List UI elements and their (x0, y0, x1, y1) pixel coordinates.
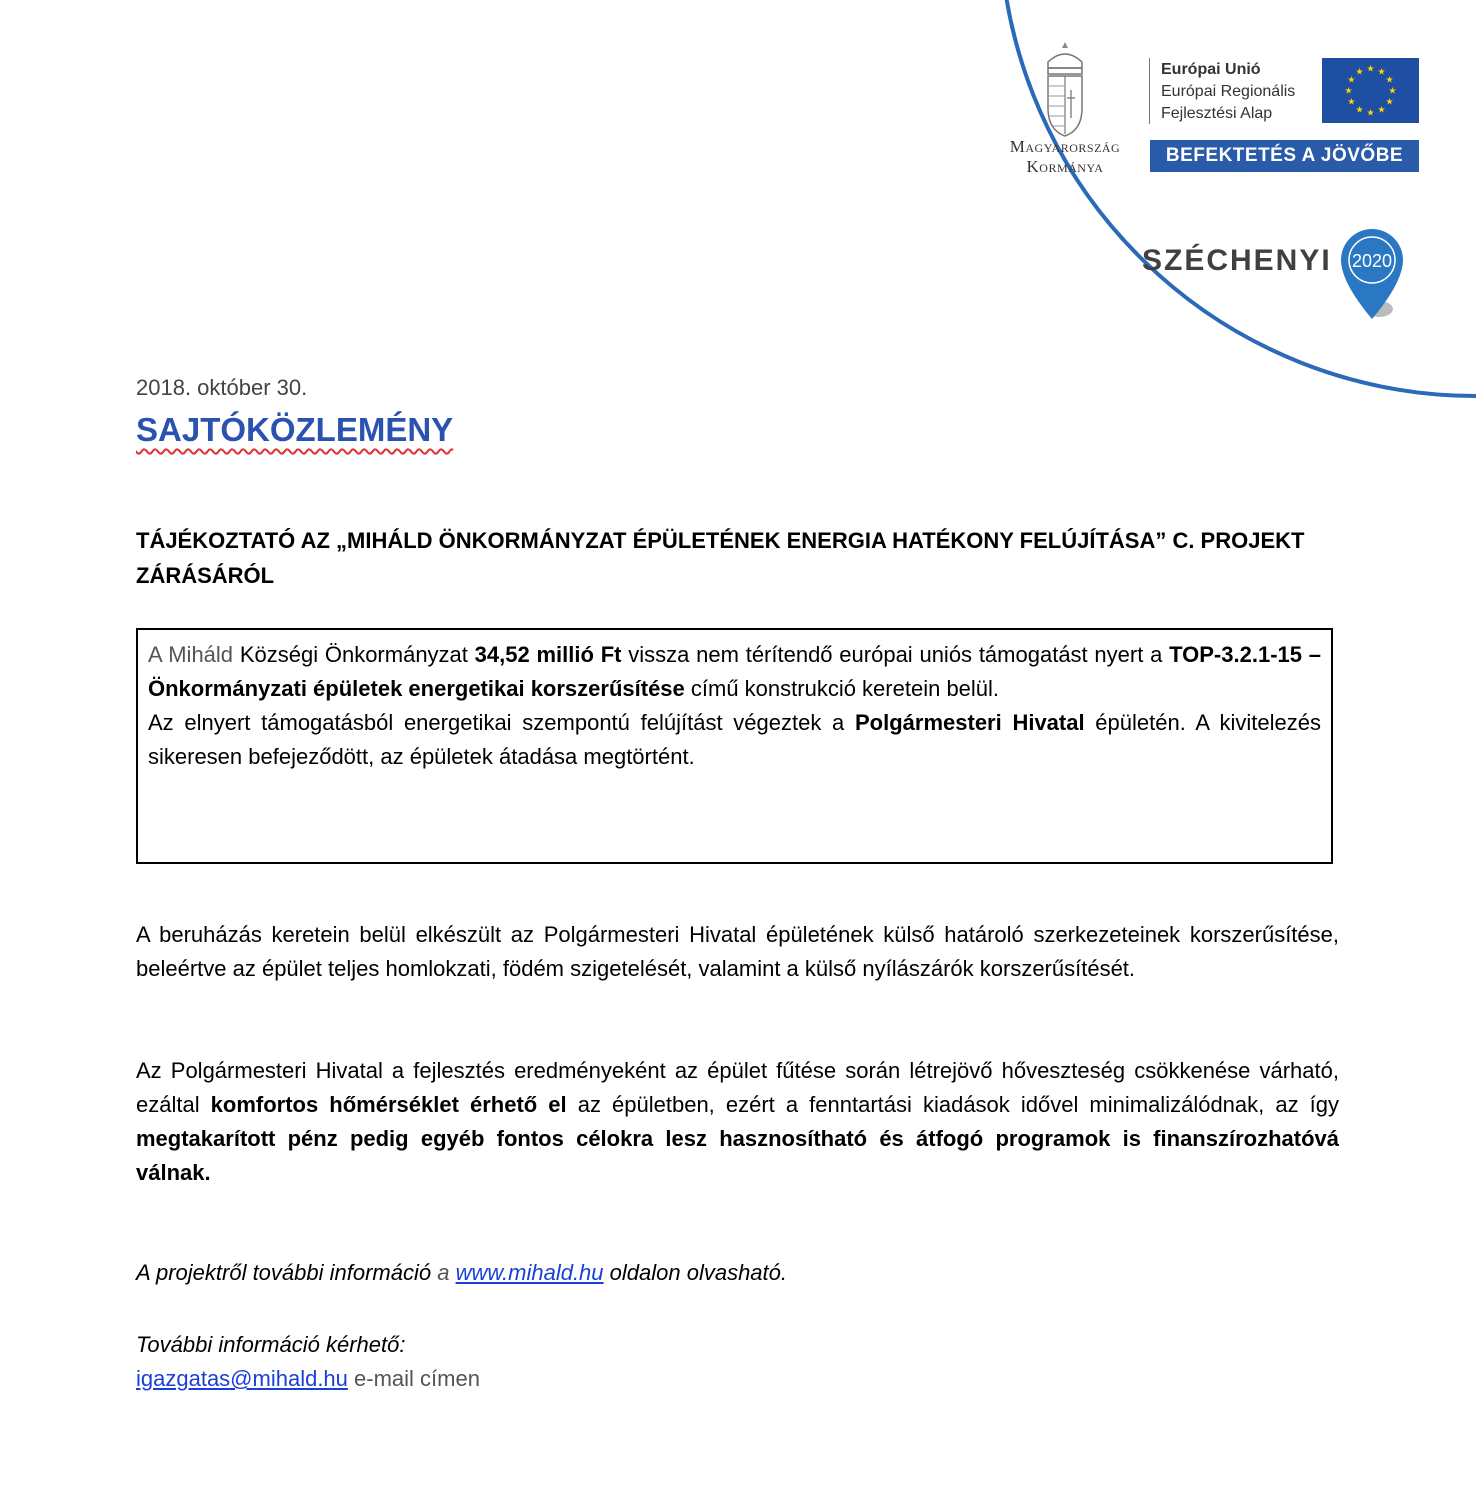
gov-line1: Magyarország (1009, 137, 1121, 156)
eu-star: ★ (1366, 107, 1375, 118)
logo-divider (1149, 58, 1150, 124)
paragraph-results (136, 1054, 1339, 1190)
eu-star: ★ (1355, 66, 1364, 77)
eu-star: ★ (1347, 96, 1356, 107)
info-s3: oldalon olvasható. (603, 1260, 787, 1285)
szechenyi-logo-text: SZÉCHENYI (1142, 244, 1332, 277)
summary-s2: Községi Önkormányzat (233, 642, 475, 667)
info-s1: A projektről további információ (136, 1260, 432, 1285)
email-link[interactable]: igazgatas@mihald.hu (136, 1366, 348, 1391)
summary-box (136, 628, 1333, 864)
eu-logo-text (1161, 59, 1295, 125)
release-heading: TÁJÉKOZTATÓ AZ „MIHÁLD ÖNKORMÁNYZAT ÉPÜLETÉNEK ENERGIA HATÉKONY FELÚJÍTÁSA” C. PROJEKT ZÁRÁSÁRÓL (136, 528, 1305, 588)
eu-banner: BEFEKTETÉS A JÖVŐBE (1150, 140, 1419, 172)
government-name (990, 137, 1140, 177)
summary-s3: vissza nem térítendő európai uniós támogatást nyert a (621, 642, 1170, 667)
results-b2: megtakarított pénz pedig egyéb fontos célokra lesz hasznosítható és átfogó programok is finanszírozhatóvá válnak. (136, 1126, 1339, 1185)
building-name: Polgármesteri Hivatal (855, 710, 1085, 735)
summary-s5: Az elnyert támogatásból energetikai szempontú felújítást végeztek a (148, 710, 855, 735)
contact-suffix: e-mail címen (347, 1366, 480, 1391)
info-s2: a (431, 1260, 456, 1285)
eu-star: ★ (1377, 66, 1386, 77)
coat-of-arms-icon (1040, 40, 1090, 140)
szechenyi-pin-icon (1339, 227, 1405, 323)
paragraph-investment: A beruházás keretein belül elkészült az Polgármesteri Hivatal épületének külső határoló szerkezeteinek korszerűsítése, beleértve az épület teljes homlokzati, födém szigetelését, valamint a külső nyílászárók korszerűsítését. (136, 922, 1339, 981)
eu-line3: Fejlesztési Alap (1161, 105, 1273, 122)
eu-star: ★ (1344, 85, 1353, 96)
summary-text (148, 638, 1321, 706)
results-b1: komfortos hőmérséklet érhető el (210, 1092, 567, 1117)
program-name: TOP-3.2.1-15 – Önkormányzati épületek energetikai korszerűsítése (148, 642, 1321, 701)
results-s1: Az Polgármesteri Hivatal a fejlesztés eredményeként az épület fűtése során létrejövő hőveszteség csökkenése várható, ezáltal (136, 1058, 1339, 1117)
date: 2018. október 30. (136, 375, 308, 400)
summary-s6: épületén. A kivitelezés sikeresen befejeződött, az épületek átadása megtörtént. (148, 710, 1321, 769)
eu-star: ★ (1355, 104, 1364, 115)
summary-s4: című konstrukció keretein belül. (684, 676, 1000, 701)
contact-label: További információ kérhető: (136, 1332, 406, 1357)
press-release-title: SAJTÓKÖZLEMÉNY (136, 411, 454, 448)
eu-flag-icon (1322, 58, 1419, 123)
szechenyi-year: 2020 (1351, 251, 1393, 271)
eu-line2: Európai Regionális (1161, 83, 1296, 100)
eu-star: ★ (1388, 85, 1397, 96)
contact-block (136, 1328, 480, 1396)
eu-title: Európai Unió (1161, 61, 1261, 78)
summary-s1: A Miháld (148, 642, 234, 667)
results-s2: az épületben, ezért a fenntartási kiadások idővel minimalizálódnak, az így (566, 1092, 1339, 1117)
grant-amount: 34,52 millió Ft (474, 642, 622, 667)
eu-star: ★ (1385, 96, 1394, 107)
eu-star: ★ (1347, 74, 1356, 85)
website-link[interactable]: www.mihald.hu (455, 1260, 604, 1285)
eu-star: ★ (1377, 104, 1386, 115)
summary-text-2 (148, 706, 1321, 774)
gov-line2: Kormánya (1026, 157, 1104, 176)
eu-star: ★ (1385, 74, 1394, 85)
eu-star: ★ (1366, 63, 1375, 74)
more-info-line (136, 1260, 787, 1286)
